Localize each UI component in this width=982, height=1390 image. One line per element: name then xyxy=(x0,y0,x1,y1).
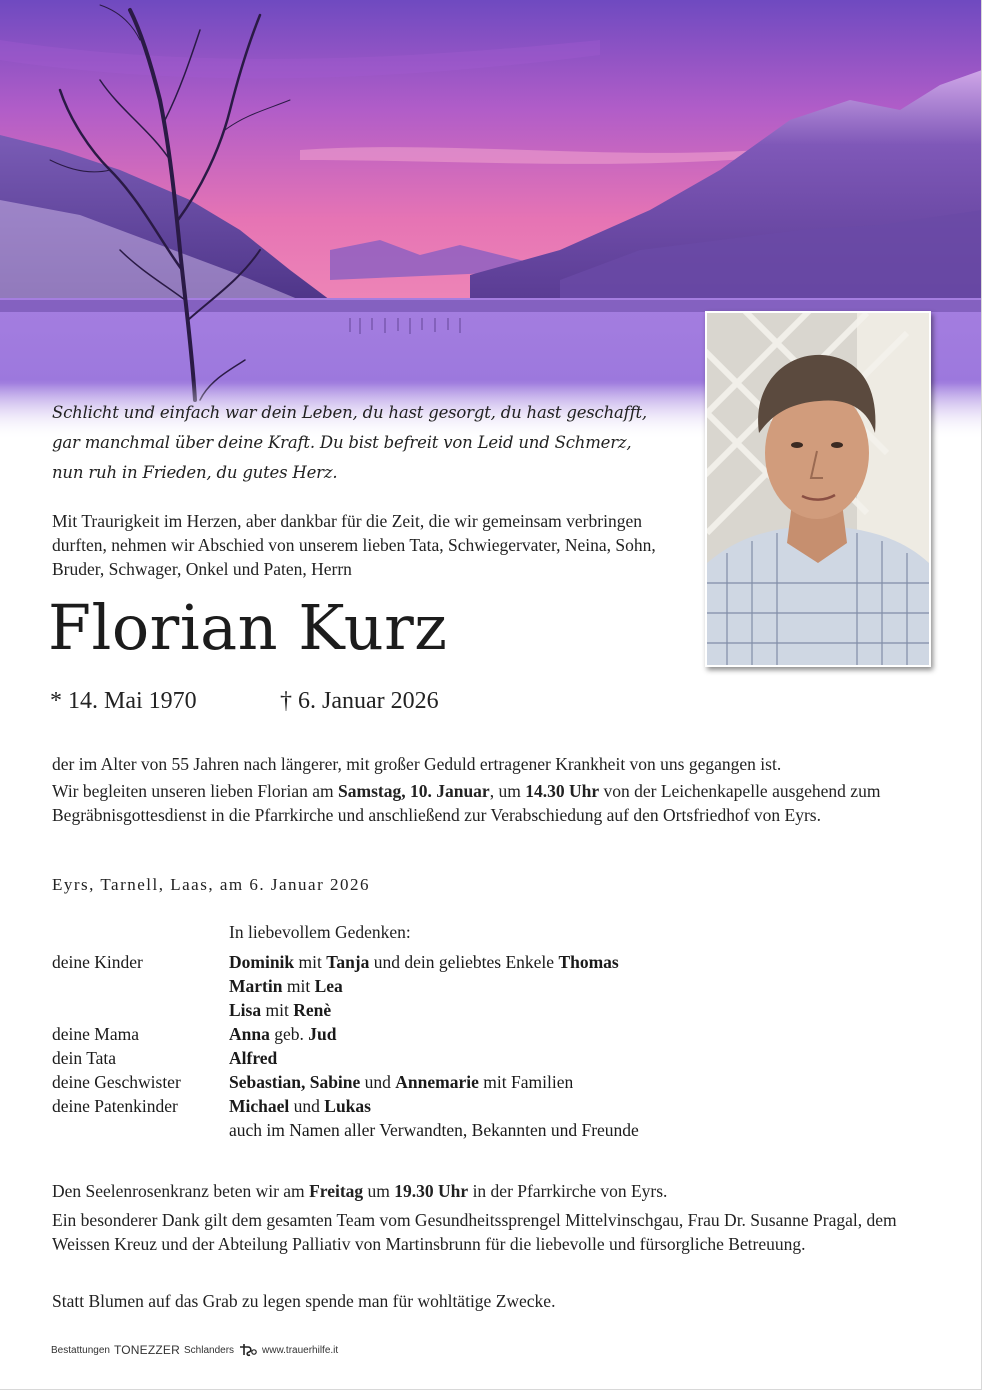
footer-prefix: Bestattungen xyxy=(51,1344,110,1356)
thanks-paragraph: Ein besonderer Dank gilt dem gesamten Team vom Gesundheitssprengel Mittelvinschgau, Frau Dr. Susanne Pragal, dem Weissen Kreuz und der Abteilung Palliativ von Martinsbrunn für die liebevolle und fürsorgliche Betreuung. xyxy=(52,1210,897,1254)
relation-names: Anna geb. Jud xyxy=(229,1024,337,1044)
relation-label: deine Geschwister xyxy=(52,1072,181,1092)
trauerhilfe-logo-icon xyxy=(238,1343,258,1357)
family-row-kinder-3 xyxy=(52,998,912,1022)
place-and-date: Eyrs, Tarnell, Laas, am 6. Januar 2026 xyxy=(52,875,370,894)
age-paragraph: der im Alter von 55 Jahren nach längerer, mit großer Geduld ertragener Krankheit von uns gegangen ist. xyxy=(52,754,782,774)
birth-date: * 14. Mai 1970 xyxy=(50,688,197,714)
relation-names: auch im Namen aller Verwandten, Bekannten und Freunde xyxy=(229,1120,639,1140)
intro-text: Mit Traurigkeit im Herzen, aber dankbar für die Zeit, die wir gemeinsam verbringen durften, nehmen wir Abschied von unserem lieben Tata, Schwiegervater, Neina, Sohn, Bruder, Schwager, Onkel und Paten, Herrn xyxy=(52,511,656,579)
rosary-paragraph: Den Seelenrosenkranz beten wir am Freitag um 19.30 Uhr in der Pfarrkirche von Eyrs. xyxy=(52,1181,668,1201)
footer-brand: TONEZZER xyxy=(113,1343,180,1357)
family-row-kinder-2 xyxy=(52,974,912,998)
family-list xyxy=(52,950,912,1142)
funeral-paragraph: Wir begleiten unseren lieben Florian am Samstag, 10. Januar, um 14.30 Uhr von der Leichenkapelle ausgehend zum Begräbnisgottesdienst in die Pfarrkirche und anschließend zur Verabschiedung auf den Ortsfriedhof von Eyrs. xyxy=(52,781,881,825)
relation-label: deine Patenkinder xyxy=(52,1096,178,1116)
relation-names: Martin mit Lea xyxy=(229,976,343,996)
relation-names: Michael und Lukas xyxy=(229,1096,371,1116)
relation-names: Dominik mit Tanja und dein geliebtes Enkele Thomas xyxy=(229,952,619,972)
family-row-geschwister xyxy=(52,1070,912,1094)
flowers-paragraph: Statt Blumen auf das Grab zu legen spende man für wohltätige Zwecke. xyxy=(52,1291,556,1311)
rosary-day: Freitag xyxy=(309,1181,364,1201)
rosary-time: 19.30 Uhr xyxy=(394,1181,469,1201)
funeral-time: 14.30 Uhr xyxy=(525,781,600,801)
deceased-name: Florian Kurz xyxy=(48,591,448,664)
family-row-kinder xyxy=(52,950,912,974)
footer xyxy=(51,1343,338,1357)
relation-label: dein Tata xyxy=(52,1048,117,1068)
relation-names: Sebastian, Sabine und Annemarie mit Familien xyxy=(229,1072,574,1092)
portrait-photo xyxy=(705,311,931,667)
funeral-day: Samstag, 10. Januar xyxy=(338,781,490,801)
relation-names: Alfred xyxy=(229,1048,278,1068)
death-date: † 6. Januar 2026 xyxy=(280,688,439,714)
in-memory-heading: In liebevollem Gedenken: xyxy=(229,922,411,942)
relation-label: deine Kinder xyxy=(52,952,143,972)
family-row-mama xyxy=(52,1022,912,1046)
family-row-patenkinder xyxy=(52,1094,912,1118)
memorial-poem: Schlicht und einfach war dein Leben, du hast gesorgt, du hast geschafft, gar manchmal über deine Kraft. Du bist befreit von Leid und Schmerz, nun ruh in Frieden, du gutes Herz. xyxy=(52,403,647,482)
family-row-tata xyxy=(52,1046,912,1070)
footer-town: Schlanders xyxy=(184,1344,235,1356)
relation-label: deine Mama xyxy=(52,1024,139,1044)
relation-names: Lisa mit Renè xyxy=(229,1000,332,1020)
family-row-others xyxy=(52,1118,912,1142)
footer-url: www.trauerhilfe.it xyxy=(262,1344,339,1356)
